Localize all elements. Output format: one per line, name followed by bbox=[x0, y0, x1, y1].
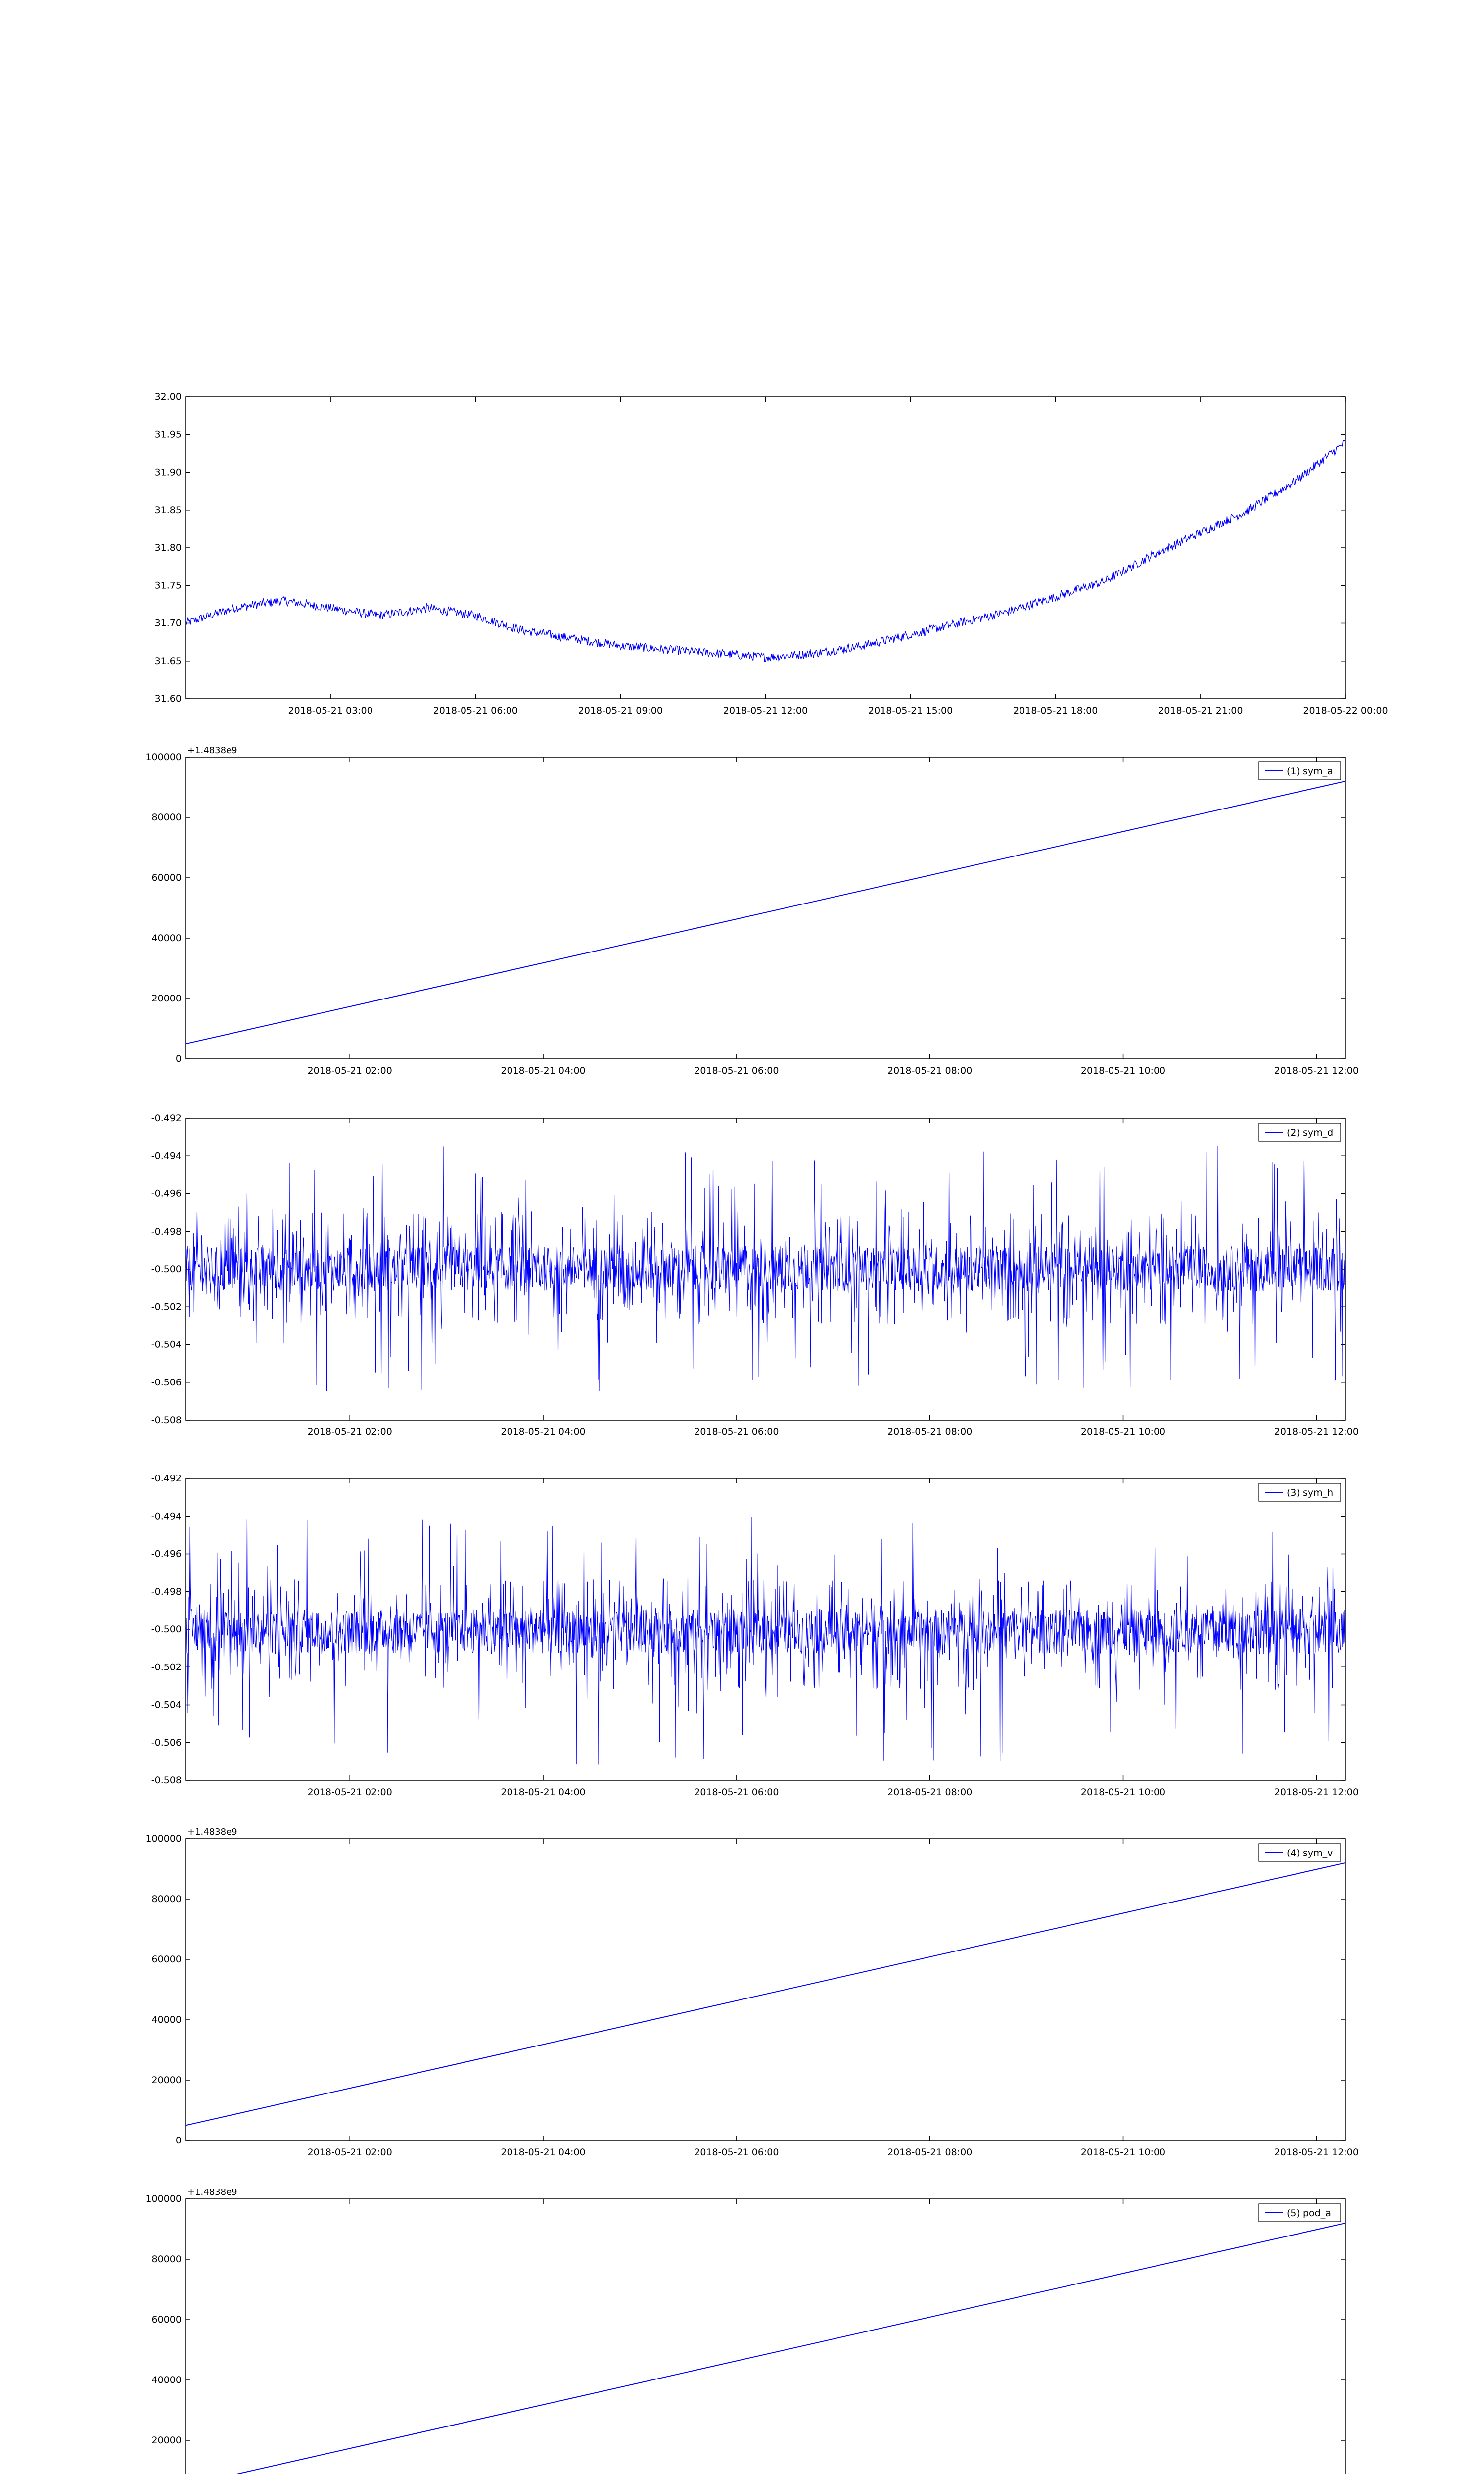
y-tick-label: -0.500 bbox=[151, 1624, 182, 1635]
y-tick-label: 40000 bbox=[151, 2375, 182, 2385]
y-tick-label: 31.65 bbox=[154, 655, 182, 666]
y-tick-label: -0.504 bbox=[151, 1339, 182, 1350]
x-tick-label: 2018-05-21 06:00 bbox=[694, 2147, 779, 2158]
legend bbox=[1259, 2204, 1341, 2222]
series-line bbox=[186, 1517, 1345, 1765]
y-tick-label: -0.498 bbox=[151, 1586, 182, 1597]
y-tick-label: 100000 bbox=[145, 1833, 182, 1844]
y-tick-label: 60000 bbox=[151, 1954, 182, 1965]
x-tick-label: 2018-05-21 06:00 bbox=[694, 1065, 779, 1076]
x-tick-label: 2018-05-21 12:00 bbox=[1274, 2147, 1359, 2158]
x-tick-label: 2018-05-21 08:00 bbox=[887, 1787, 973, 1798]
series-line bbox=[186, 2223, 1345, 2474]
y-tick-label: 60000 bbox=[151, 872, 182, 883]
y-tick-label: 0 bbox=[175, 2135, 182, 2146]
legend-label: (2) sym_d bbox=[1287, 1127, 1334, 1138]
x-tick-label: 2018-05-21 02:00 bbox=[307, 1427, 392, 1437]
x-tick-label: 2018-05-21 08:00 bbox=[887, 2147, 973, 2158]
y-tick-label: -0.496 bbox=[151, 1188, 182, 1199]
y-tick-label: 31.80 bbox=[154, 542, 182, 553]
y-tick-label: 100000 bbox=[145, 2193, 182, 2204]
x-tick-label: 2018-05-21 08:00 bbox=[887, 1427, 973, 1437]
y-tick-label: -0.508 bbox=[151, 1415, 182, 1426]
axes-frame bbox=[186, 397, 1345, 699]
y-tick-label: 0 bbox=[175, 1053, 182, 1064]
y-tick-label: 20000 bbox=[151, 2075, 182, 2086]
legend bbox=[1259, 1123, 1341, 1141]
x-tick-label: 2018-05-21 12:00 bbox=[723, 705, 808, 716]
offset-text: +1.4838e9 bbox=[187, 745, 237, 756]
x-tick-label: 2018-05-21 10:00 bbox=[1080, 2147, 1166, 2158]
legend-label: (1) sym_a bbox=[1287, 766, 1333, 777]
offset-text: +1.4838e9 bbox=[187, 2187, 237, 2197]
y-tick-label: 31.75 bbox=[154, 580, 182, 591]
y-tick-label: 32.00 bbox=[154, 391, 182, 402]
x-tick-label: 2018-05-22 00:00 bbox=[1303, 705, 1388, 716]
x-tick-label: 2018-05-21 09:00 bbox=[578, 705, 663, 716]
x-tick-label: 2018-05-21 10:00 bbox=[1080, 1065, 1166, 1076]
x-tick-label: 2018-05-21 10:00 bbox=[1080, 1787, 1166, 1798]
y-tick-label: 80000 bbox=[151, 2254, 182, 2265]
x-tick-label: 2018-05-21 12:00 bbox=[1274, 1065, 1359, 1076]
x-tick-label: 2018-05-21 04:00 bbox=[501, 1427, 586, 1437]
y-tick-label: 31.90 bbox=[154, 467, 182, 478]
y-tick-label: -0.504 bbox=[151, 1699, 182, 1711]
y-tick-label: -0.494 bbox=[151, 1511, 182, 1522]
y-tick-label: 80000 bbox=[151, 812, 182, 823]
series-line bbox=[186, 439, 1345, 662]
y-tick-label: -0.498 bbox=[151, 1226, 182, 1237]
x-tick-label: 2018-05-21 04:00 bbox=[501, 2147, 586, 2158]
legend bbox=[1259, 1483, 1341, 1501]
y-tick-label: -0.496 bbox=[151, 1548, 182, 1560]
subplot-3 bbox=[151, 1113, 1359, 1437]
subplot-5 bbox=[145, 1827, 1359, 2158]
y-tick-label: -0.508 bbox=[151, 1775, 182, 1786]
y-tick-label: -0.492 bbox=[151, 1473, 182, 1484]
legend bbox=[1259, 762, 1341, 780]
legend bbox=[1259, 1844, 1341, 1861]
x-tick-label: 2018-05-21 08:00 bbox=[887, 1065, 973, 1076]
offset-text: +1.4838e9 bbox=[187, 1827, 237, 1837]
x-tick-label: 2018-05-21 21:00 bbox=[1158, 705, 1243, 716]
y-tick-label: 20000 bbox=[151, 993, 182, 1004]
y-tick-label: 31.70 bbox=[154, 618, 182, 629]
series-line bbox=[186, 1146, 1345, 1391]
legend-label: (4) sym_v bbox=[1287, 1848, 1333, 1858]
y-tick-label: 40000 bbox=[151, 933, 182, 944]
y-tick-label: -0.494 bbox=[151, 1150, 182, 1162]
x-tick-label: 2018-05-21 04:00 bbox=[501, 1065, 586, 1076]
y-tick-label: 31.60 bbox=[154, 693, 182, 704]
y-tick-label: -0.502 bbox=[151, 1301, 182, 1313]
x-tick-label: 2018-05-21 10:00 bbox=[1080, 1427, 1166, 1437]
legend-label: (5) pod_a bbox=[1287, 2208, 1331, 2219]
x-tick-label: 2018-05-21 18:00 bbox=[1013, 705, 1098, 716]
x-tick-label: 2018-05-21 06:00 bbox=[694, 1427, 779, 1437]
y-tick-label: -0.492 bbox=[151, 1113, 182, 1124]
y-tick-label: -0.506 bbox=[151, 1737, 182, 1748]
subplot-2 bbox=[145, 745, 1359, 1076]
axes-frame bbox=[186, 1839, 1345, 2141]
x-tick-label: 2018-05-21 12:00 bbox=[1274, 1787, 1359, 1798]
axes-frame bbox=[186, 2199, 1345, 2474]
y-tick-label: 40000 bbox=[151, 2014, 182, 2025]
y-tick-label: -0.506 bbox=[151, 1377, 182, 1388]
x-tick-label: 2018-05-21 02:00 bbox=[307, 1787, 392, 1798]
subplot-6 bbox=[145, 2187, 1359, 2474]
y-tick-label: 31.85 bbox=[154, 504, 182, 516]
y-tick-label: -0.502 bbox=[151, 1662, 182, 1673]
subplot-1 bbox=[155, 391, 1388, 716]
x-tick-label: 2018-05-21 02:00 bbox=[307, 1065, 392, 1076]
series-line bbox=[186, 781, 1345, 1044]
x-tick-label: 2018-05-21 02:00 bbox=[307, 2147, 392, 2158]
series-line bbox=[186, 1863, 1345, 2126]
x-tick-label: 2018-05-21 04:00 bbox=[501, 1787, 586, 1798]
y-tick-label: 80000 bbox=[151, 1894, 182, 1904]
x-tick-label: 2018-05-21 15:00 bbox=[868, 705, 953, 716]
x-tick-label: 2018-05-21 03:00 bbox=[288, 705, 373, 716]
y-tick-label: 31.95 bbox=[154, 429, 182, 440]
x-tick-label: 2018-05-21 06:00 bbox=[433, 705, 518, 716]
y-tick-label: 60000 bbox=[151, 2314, 182, 2325]
x-tick-label: 2018-05-21 06:00 bbox=[694, 1787, 779, 1798]
y-tick-label: -0.500 bbox=[151, 1264, 182, 1275]
axes-frame bbox=[186, 757, 1345, 1059]
subplot-4 bbox=[151, 1473, 1359, 1798]
y-tick-label: 20000 bbox=[151, 2435, 182, 2446]
legend-label: (3) sym_h bbox=[1287, 1487, 1334, 1498]
x-tick-label: 2018-05-21 12:00 bbox=[1274, 1427, 1359, 1437]
y-tick-label: 100000 bbox=[145, 752, 182, 762]
